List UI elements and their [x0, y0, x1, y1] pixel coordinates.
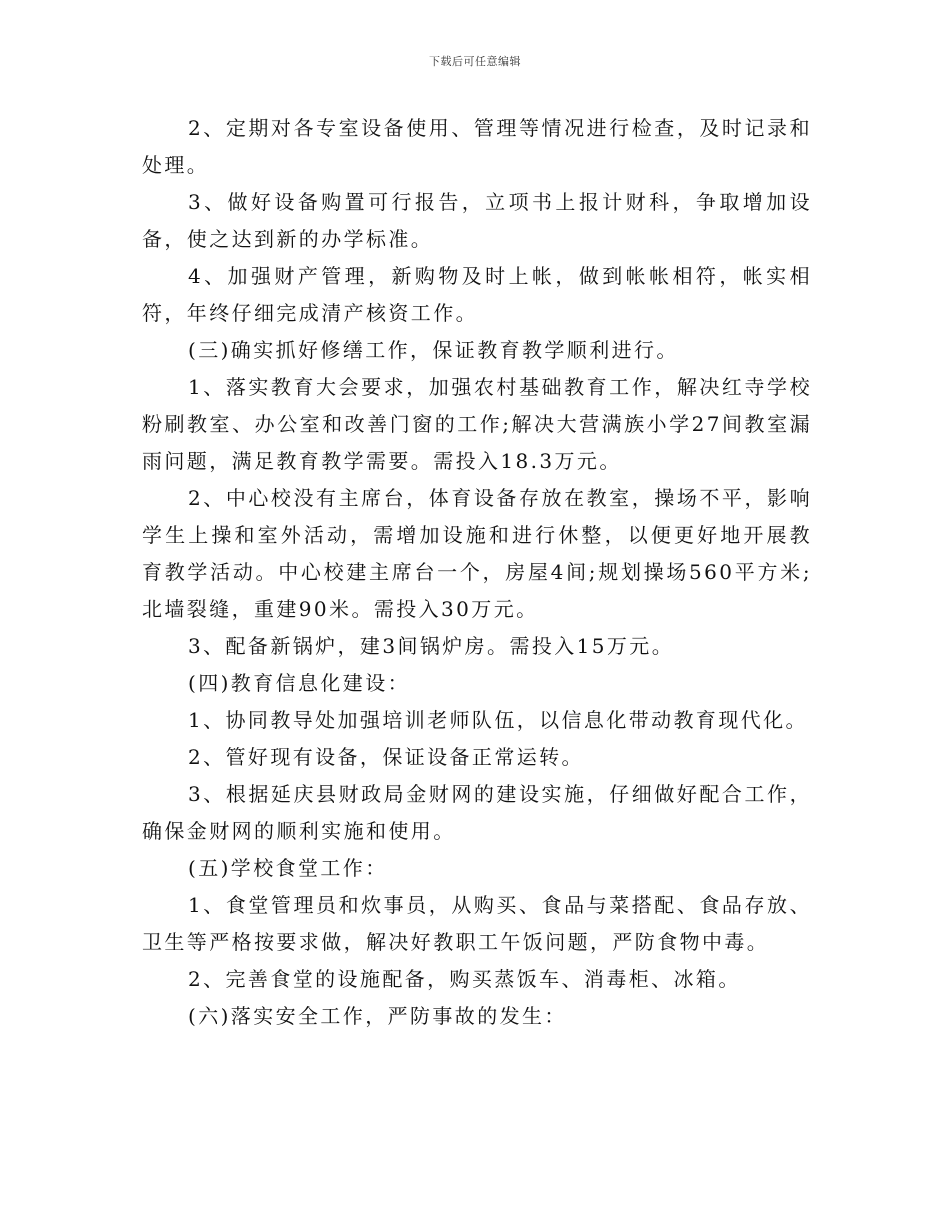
section-heading: (三)确实抓好修缮工作，保证教育教学顺利进行。 — [188, 338, 679, 362]
paragraph-item: 2、定期对各专室设备使用、管理等情况进行检查，及时记录和处理。 — [142, 116, 812, 177]
paragraph-item: 1、落实教育大会要求，加强农村基础教育工作，解决红寺学校粉刷教室、办公室和改善门窗的工作;解决大营满族小学27间教室漏雨问题，满足教育教学需要。需投入18.3万元。 — [142, 375, 812, 473]
document-body — [142, 110, 812, 1035]
paragraph-item: 1、食堂管理员和炊事员，从购买、食品与菜搭配、食品存放、卫生等严格按要求做，解决好教职工午饭问题，严防食物中毒。 — [142, 893, 812, 954]
paragraph-item: 3、根据延庆县财政局金财网的建设实施，仔细做好配合工作，确保金财网的顺利实施和使用。 — [142, 782, 812, 843]
paragraph-item: 4、加强财产管理，新购物及时上帐，做到帐帐相符，帐实相符，年终仔细完成清产核资工作。 — [142, 264, 812, 325]
section-heading: (四)教育信息化建设： — [188, 671, 411, 695]
paragraph-item: 3、配备新锅炉，建3间锅炉房。需投入15万元。 — [188, 634, 675, 658]
paragraph-item: 2、完善食堂的设施配备，购买蒸饭车、消毒柜、冰箱。 — [188, 967, 741, 991]
section-heading: (六)落实安全工作，严防事故的发生： — [188, 1004, 567, 1028]
paragraph-item: 1、协同教导处加强培训老师队伍，以信息化带动教育现代化。 — [188, 708, 808, 732]
section-heading: (五)学校食堂工作： — [188, 856, 388, 880]
page-header: 下载后可任意编辑 — [429, 55, 521, 68]
paragraph-item: 2、中心校没有主席台，体育设备存放在教室，操场不平，影响学生上操和室外活动，需增加设施和进行休整，以便更好地开展教育教学活动。中心校建主席台一个，房屋4间;规划操场560平方米;北墙裂缝，重建90米。需投入30万元。 — [142, 486, 812, 621]
paragraph-item: 2、管好现有设备，保证设备正常运转。 — [188, 745, 584, 769]
paragraph-item: 3、做好设备购置可行报告，立项书上报计财科，争取增加设备，使之达到新的办学标准。 — [142, 190, 812, 251]
